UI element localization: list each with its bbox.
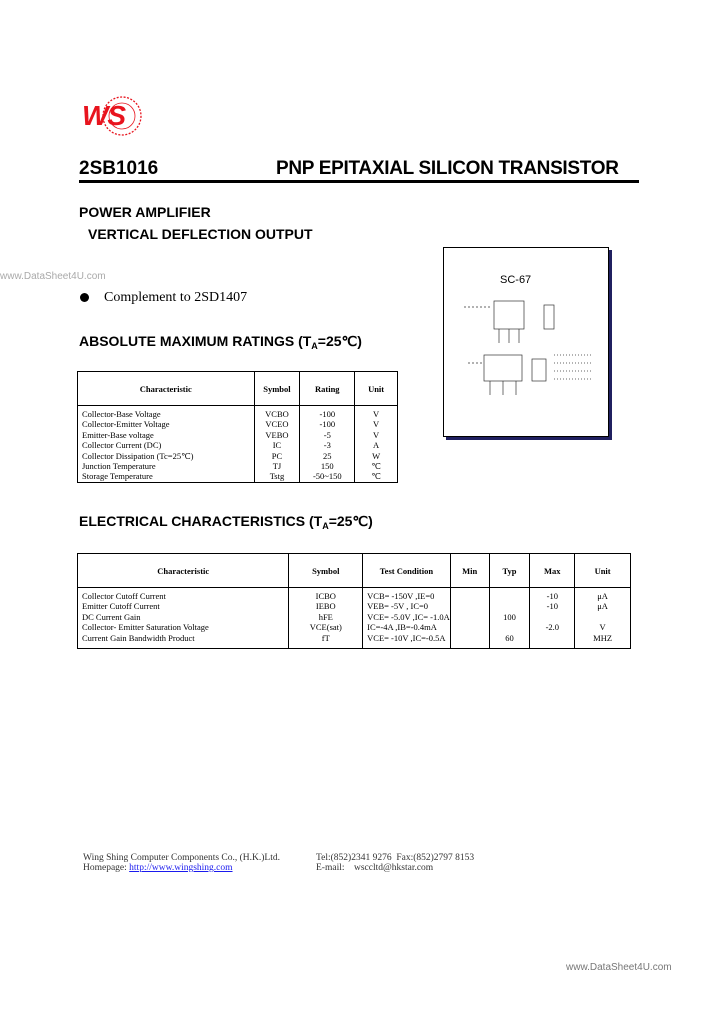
- rating-cell: [300, 406, 355, 483]
- min-cell: [450, 588, 489, 649]
- part-number: 2SB1016: [79, 158, 159, 179]
- typ-item: 100: [503, 611, 516, 622]
- unit-item: [575, 612, 630, 622]
- characteristic-cell: [78, 406, 255, 483]
- rating-item: -50~150: [312, 471, 342, 482]
- symbol-item: VEBO: [265, 429, 289, 440]
- typ-item: [490, 601, 530, 611]
- rating-item: -100: [319, 419, 336, 430]
- email-label: E-mail:: [316, 863, 345, 873]
- max-cell: [530, 588, 575, 649]
- symbol-item: VCEO: [265, 419, 289, 430]
- unit-cell: [575, 588, 631, 649]
- bullet-icon: [80, 293, 89, 302]
- fax: Fax:(852)2797 8153: [396, 853, 475, 863]
- max-item: -2.0: [545, 622, 560, 633]
- abs-max-heading-sub: A: [311, 341, 318, 351]
- unit-item: ℃: [371, 471, 381, 482]
- abs-max-heading-text: ABSOLUTE MAXIMUM RATINGS (T: [79, 333, 312, 349]
- characteristic-item: Collector Dissipation (Tc=25℃): [82, 450, 194, 461]
- characteristic-item: Collector- Emitter Saturation Voltage: [82, 622, 209, 633]
- rating-item: 150: [320, 461, 334, 472]
- symbol-item: ICBO: [315, 591, 336, 601]
- logo-text: WS: [82, 100, 126, 131]
- application-1: POWER AMPLIFIER: [79, 204, 211, 220]
- col-unit: Unit: [575, 554, 631, 588]
- characteristic-item: Emitter Cutoff Current: [82, 601, 160, 612]
- unit-item: V: [373, 429, 380, 440]
- abs-max-table: [77, 371, 398, 483]
- package-drawing: [454, 293, 599, 413]
- unit-item: V: [599, 622, 606, 633]
- rating-item: -3: [323, 440, 331, 451]
- col-rating: Rating: [300, 372, 355, 406]
- unit-item: W: [372, 450, 381, 461]
- condition-item: VEB= -5V , IC=0: [367, 601, 429, 612]
- symbol-item: PC: [271, 450, 283, 461]
- characteristic-item: Collector Current (DC): [82, 440, 162, 451]
- unit-item: ℃: [371, 461, 381, 472]
- characteristic-item: Current Gain Bandwidth Product: [82, 632, 195, 643]
- col-typ: Typ: [489, 554, 530, 588]
- watermark-left: www.DataSheet4U.com: [0, 271, 106, 282]
- unit-item: μA: [597, 601, 608, 612]
- characteristic-item: Storage Temperature: [82, 471, 153, 482]
- max-item: -10: [546, 601, 558, 612]
- max-item: -10: [546, 591, 558, 601]
- characteristic-item: Collector-Base Voltage: [82, 409, 161, 419]
- rating-item: -5: [323, 429, 331, 440]
- title-rule: [79, 180, 639, 183]
- rating-item: -100: [319, 409, 336, 419]
- max-item: [530, 612, 574, 622]
- rating-item: 25: [323, 450, 332, 461]
- elec-table: [77, 553, 631, 649]
- email-address: wsccltd@hkstar.com: [354, 863, 434, 873]
- unit-item: V: [373, 419, 380, 430]
- typ-item: [490, 591, 530, 601]
- elec-heading-text: ELECTRICAL CHARACTERISTICS (T: [79, 513, 323, 529]
- characteristic-item: Collector-Emitter Voltage: [82, 419, 170, 430]
- characteristic-item: DC Current Gain: [82, 611, 141, 622]
- symbol-item: VCE(sat): [309, 622, 342, 633]
- elec-heading-tail: =25℃): [328, 513, 373, 529]
- symbol-cell: [289, 588, 363, 649]
- symbol-item: hFE: [318, 611, 333, 622]
- footer-phone: [316, 853, 474, 863]
- application-2: VERTICAL DEFLECTION OUTPUT: [88, 226, 313, 242]
- col-min: Min: [450, 554, 489, 588]
- symbol-item: IEBO: [315, 601, 336, 612]
- symbol-item: IC: [272, 440, 282, 451]
- characteristic-item: Collector Cutoff Current: [82, 591, 166, 601]
- device-type: PNP EPITAXIAL SILICON TRANSISTOR: [276, 158, 619, 179]
- footer-email: [316, 863, 433, 873]
- feature-complement: Complement to 2SD1407: [104, 290, 248, 305]
- package-outline-box: [443, 247, 609, 437]
- characteristic-item: Emitter-Base voltage: [82, 429, 154, 440]
- col-max: Max: [530, 554, 575, 588]
- col-characteristic: Characteristic: [78, 554, 289, 588]
- symbol-item: Tstg: [269, 471, 285, 482]
- condition-item: VCE= -10V ,IC=-0.5A: [367, 632, 446, 643]
- col-unit: Unit: [355, 372, 398, 406]
- col-test-condition: Test Condition: [363, 554, 451, 588]
- symbol-item: VCBO: [265, 409, 289, 419]
- col-symbol: Symbol: [289, 554, 363, 588]
- typ-cell: [489, 588, 530, 649]
- typ-item: [490, 622, 530, 632]
- abs-max-heading: [79, 333, 362, 351]
- abs-max-heading-tail: =25℃): [317, 333, 362, 349]
- col-symbol: Symbol: [254, 372, 300, 406]
- homepage-link[interactable]: http://www.wingshing.com: [129, 863, 233, 873]
- typ-item: 60: [505, 632, 514, 643]
- characteristic-cell: [78, 588, 289, 649]
- elec-heading-sub: A: [322, 521, 329, 531]
- footer-homepage: [83, 863, 233, 873]
- unit-item: A: [373, 440, 380, 451]
- unit-item: MHZ: [593, 632, 613, 643]
- symbol-cell: [254, 406, 300, 483]
- symbol-item: TJ: [272, 461, 282, 472]
- unit-item: V: [373, 409, 380, 419]
- unit-cell: [355, 406, 398, 483]
- characteristic-item: Junction Temperature: [82, 461, 156, 472]
- col-characteristic: Characteristic: [78, 372, 255, 406]
- symbol-item: fT: [321, 632, 330, 643]
- condition-item: IC=-4A ,IB=-0.4mA: [367, 622, 437, 633]
- tel: Tel:(852)2341 9276: [316, 853, 392, 863]
- condition-item: VCE= -5.0V ,IC= -1.0A: [367, 611, 450, 622]
- condition-cell: [363, 588, 451, 649]
- max-item: [530, 633, 574, 643]
- watermark-bottom: www.DataSheet4U.com: [566, 962, 672, 973]
- company-logo: [80, 95, 144, 137]
- homepage-label: Homepage:: [83, 863, 127, 873]
- unit-item: μA: [597, 591, 608, 601]
- package-name: SC-67: [500, 274, 532, 286]
- elec-heading: [79, 513, 373, 531]
- condition-item: VCB= -150V ,IE=0: [367, 591, 435, 601]
- footer-company: Wing Shing Computer Components Co., (H.K.)Ltd.: [83, 853, 280, 863]
